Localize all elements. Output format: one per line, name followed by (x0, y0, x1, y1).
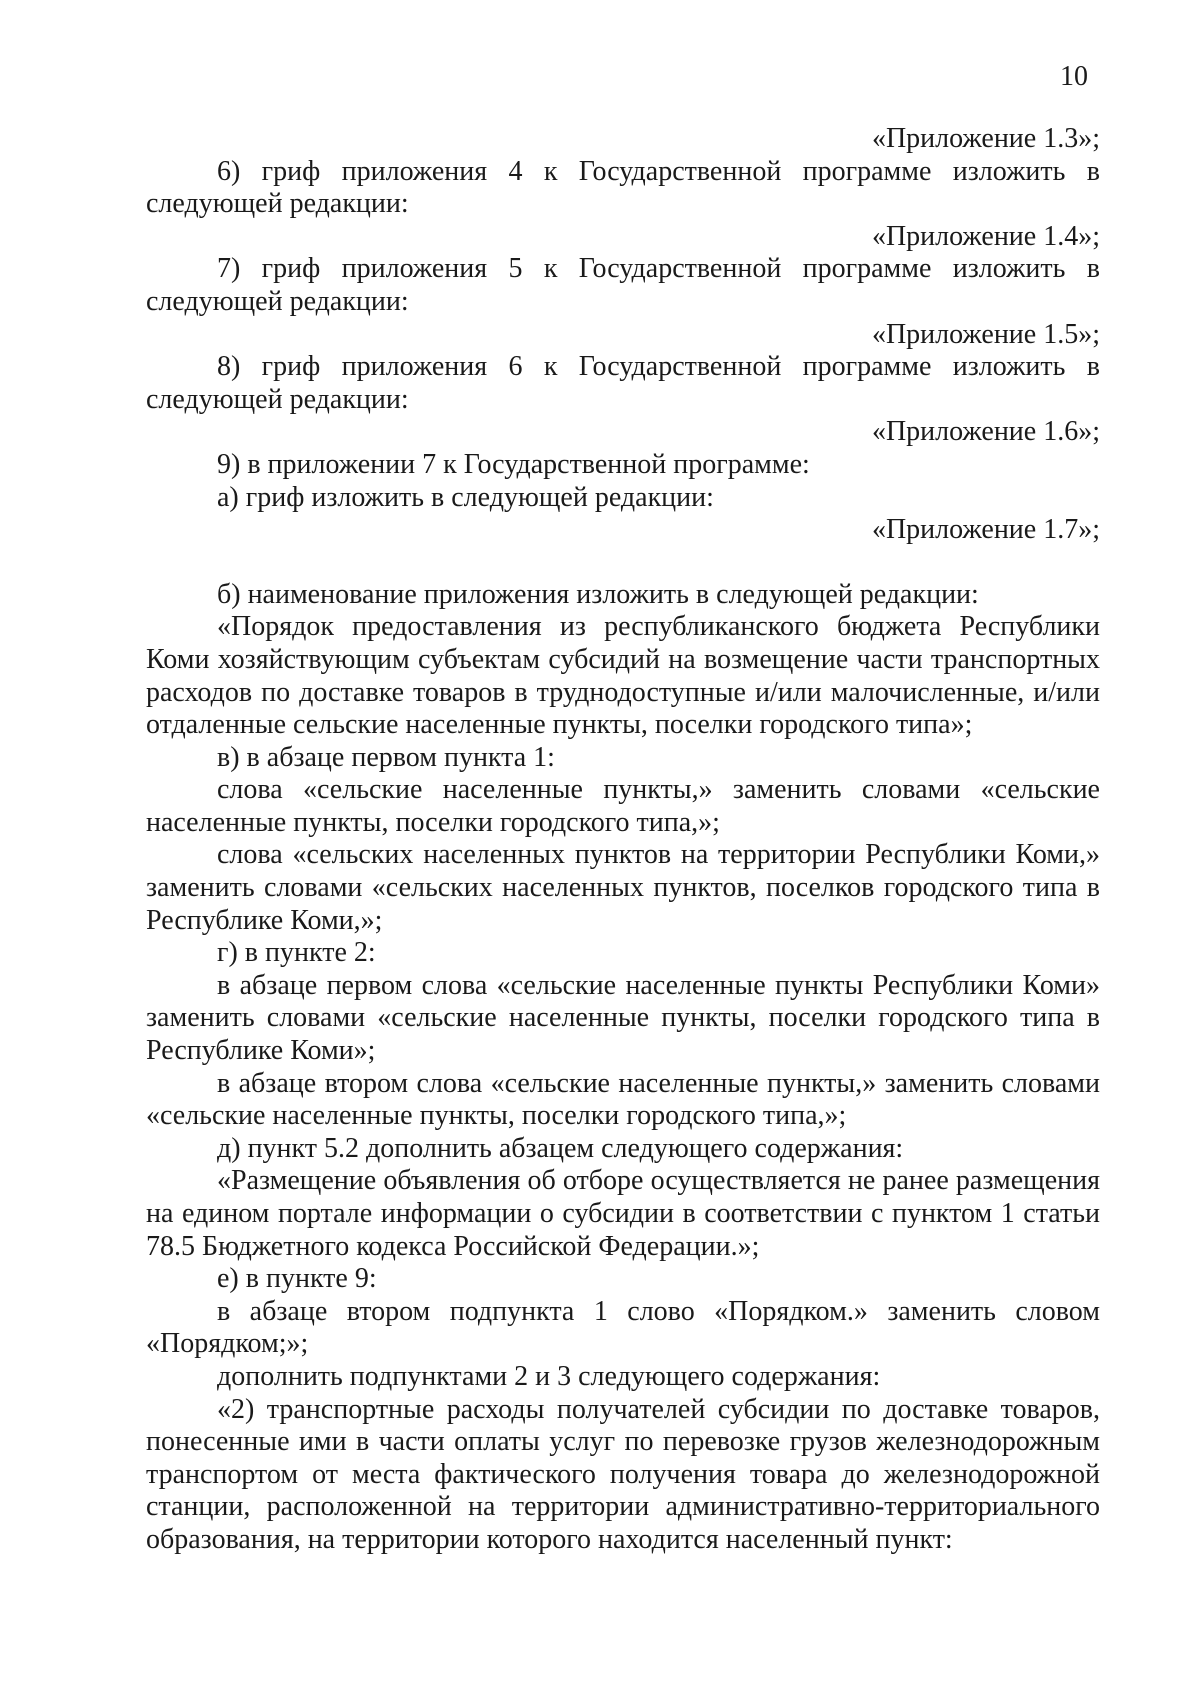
amendment-text: слова «сельских населенных пунктов на территории Республики Коми,» заменить словами «сельских населенных пунктов, поселков городского типа в Республике Коми,»; (146, 839, 1100, 936)
amendment-text: в абзаце втором подпункта 1 слово «Порядком.» заменить словом «Порядком;»; (146, 1295, 1100, 1360)
annex-reference: «Приложение 1.6»; (871, 416, 1100, 448)
annex-reference: «Приложение 1.3»; (871, 123, 1100, 154)
amendment-subitem: г) в пункте 2: (217, 937, 376, 969)
amendment-item: 9) в приложении 7 к Государственной программе: (217, 448, 810, 480)
amendment-text: дополнить подпунктами 2 и 3 следующего содержания: (217, 1360, 881, 1392)
amendment-subitem: д) пункт 5.2 дополнить абзацем следующего содержания: (217, 1132, 904, 1164)
amendment-subitem: в) в абзаце первом пункта 1: (217, 741, 555, 773)
document-body (146, 123, 1100, 1557)
amendment-subitem: б) наименование приложения изложить в следующей редакции: (217, 578, 979, 610)
amendment-subitem: е) в пункте 9: (217, 1263, 377, 1295)
annex-reference: «Приложение 1.4»; (871, 220, 1100, 252)
amendment-subitem: а) гриф изложить в следующей редакции: (217, 481, 714, 513)
annex-reference: «Приложение 1.7»; (871, 514, 1100, 546)
amendment-text: в абзаце первом слова «сельские населенные пункты Республики Коми» заменить словами «сельские населенные пункты, поселки городского типа в Республике Коми»; (146, 969, 1100, 1067)
quoted-text: «Размещение объявления об отборе осуществляется не ранее размещения на едином портале информации о субсидии в соответствии с пунктом 1 статьи 78.5 Бюджетного кодекса Российской Федерации.»; (146, 1165, 1100, 1262)
amendment-item: 8) гриф приложения 6 к Государственной программе изложить в следующей редакции: (146, 351, 1100, 415)
amendment-item: 7) гриф приложения 5 к Государственной программе изложить в следующей редакции: (146, 253, 1100, 317)
amendment-text: в абзаце втором слова «сельские населенные пункты,» заменить словами «сельские населенные пункты, поселки городского типа,»; (146, 1067, 1100, 1132)
quoted-text: «Порядок предоставления из республиканского бюджета Республики Коми хозяйствующим субъектам субсидий на возмещение части транспортных расходов по доставке товаров в труднодоступные и/или малочисленные, и/или отдаленные сельские населенные пункты, поселки городского типа»; (146, 611, 1100, 741)
amendment-text: слова «сельские населенные пункты,» заменить словами «сельские населенные пункты, поселки городского типа,»; (146, 774, 1100, 838)
quoted-text: «2) транспортные расходы получателей субсидии по доставке товаров, понесенные ими в части оплаты услуг по перевозке грузов железнодорожным транспортом от места фактического получения товара до железнодорожной станции, расположенной на территории административно-территориального образования, на территории которого находится населенный пункт: (146, 1393, 1100, 1555)
amendment-item: 6) гриф приложения 4 к Государственной программе изложить в следующей редакции: (146, 155, 1100, 220)
annex-reference: «Приложение 1.5»; (871, 318, 1100, 350)
blank-line (146, 547, 1100, 579)
page-number: 10 (1060, 61, 1088, 92)
